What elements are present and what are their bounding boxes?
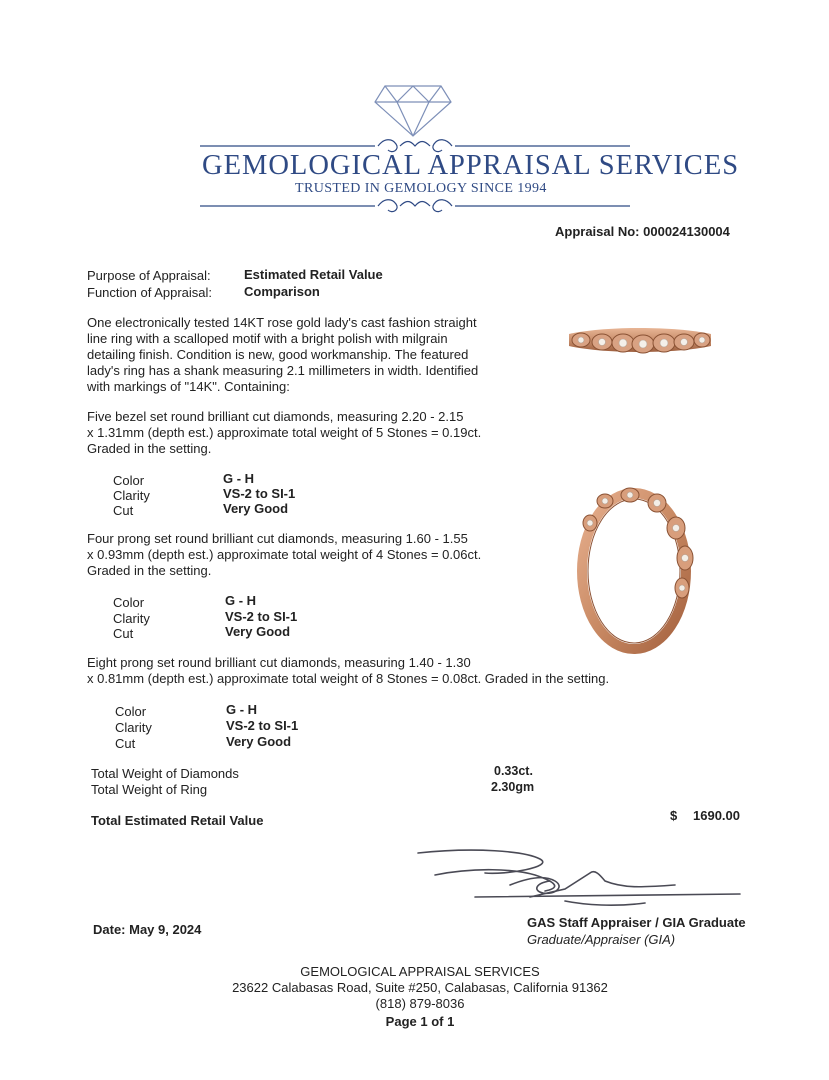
stone-line: x 1.31mm (depth est.) approximate total weight of 5 Stones = 0.19ct. [87, 425, 482, 440]
signer-title: GAS Staff Appraiser / GIA Graduate [527, 915, 746, 930]
grade-label: Cut [113, 503, 134, 518]
total-retail-label: Total Estimated Retail Value [91, 813, 264, 828]
grade-value: Very Good [223, 501, 289, 516]
currency-symbol: $ [670, 808, 678, 823]
description-line: with markings of "14K". Containing: [87, 379, 290, 394]
page-number: Page 1 of 1 [385, 1014, 455, 1029]
ring-side-view-image [568, 483, 703, 658]
total-diamonds-value: 0.33ct. [494, 764, 533, 778]
total-diamonds-label: Total Weight of Diamonds [91, 766, 239, 781]
description-line: lady's ring has a shank measuring 2.1 millimeters in width. Identified [87, 363, 479, 378]
signer-subtitle: Graduate/Appraiser (GIA) [527, 932, 676, 947]
grade-value: VS-2 to SI-1 [226, 718, 299, 733]
stone-line: Graded in the setting. [87, 441, 212, 456]
footer-company: GEMOLOGICAL APPRAISAL SERVICES [300, 964, 540, 979]
grade-label: Cut [113, 626, 134, 641]
description-line: line ring with a scalloped motif with a bright polish with milgrain [87, 331, 448, 346]
grade-label: Color [113, 595, 145, 610]
function-label: Function of Appraisal: [87, 285, 213, 300]
stone-group-1 [87, 409, 537, 457]
footer-phone: (818) 879-8036 [375, 996, 465, 1011]
stone-line: x 0.81mm (depth est.) approximate total weight of 8 Stones = 0.08ct. Graded in the setting. [87, 671, 610, 686]
stone-group-2 [87, 531, 537, 579]
stone-line: Four prong set round brilliant cut diamonds, measuring 1.60 - 1.55 [87, 531, 468, 546]
total-ring-label: Total Weight of Ring [91, 782, 208, 797]
signature [415, 845, 750, 915]
total-retail-value: 1690.00 [693, 808, 740, 823]
stone-line: Graded in the setting. [87, 563, 212, 578]
stone-group-3 [87, 655, 687, 687]
grade-label: Color [115, 704, 147, 719]
grade-label: Clarity [113, 611, 150, 626]
grade-label: Color [113, 473, 145, 488]
purpose-value: Estimated Retail Value [244, 267, 383, 282]
bottom-flourish [200, 197, 630, 215]
ring-top-view-image [565, 318, 715, 368]
stone-line: Five bezel set round brilliant cut diamonds, measuring 2.20 - 2.15 [87, 409, 464, 424]
grade-label: Clarity [113, 488, 150, 503]
company-tagline: TRUSTED IN GEMOLOGY SINCE 1994 [295, 181, 547, 196]
grade-label: Cut [115, 736, 136, 751]
footer-address: 23622 Calabasas Road, Suite #250, Calabasas, California 91362 [232, 980, 608, 995]
appraisal-number: Appraisal No: 000024130004 [555, 224, 730, 239]
logo [195, 80, 740, 220]
total-ring-value: 2.30gm [491, 780, 535, 794]
stone-line: Eight prong set round brilliant cut diamonds, measuring 1.40 - 1.30 [87, 655, 471, 670]
grade-value: VS-2 to SI-1 [225, 609, 298, 624]
diamond-icon [373, 84, 453, 138]
grade-value: Very Good [225, 624, 291, 639]
description-line: detailing finish. Condition is new, good workmanship. The featured [87, 347, 469, 362]
description-line: One electronically tested 14KT rose gold lady's cast fashion straight [87, 315, 477, 330]
purpose-label: Purpose of Appraisal: [87, 268, 211, 283]
description [87, 315, 527, 395]
function-value: Comparison [244, 284, 320, 299]
company-name: GEMOLOGICAL APPRAISAL SERVICES [202, 150, 740, 181]
grade-value: Very Good [226, 734, 292, 749]
grade-value: G - H [225, 593, 257, 608]
stone-line: x 0.93mm (depth est.) approximate total weight of 4 Stones = 0.06ct. [87, 547, 482, 562]
grade-value: G - H [223, 471, 255, 486]
grade-value: VS-2 to SI-1 [223, 486, 296, 501]
appraisal-date: Date: May 9, 2024 [93, 922, 202, 937]
grade-label: Clarity [115, 720, 152, 735]
grade-value: G - H [226, 702, 258, 717]
